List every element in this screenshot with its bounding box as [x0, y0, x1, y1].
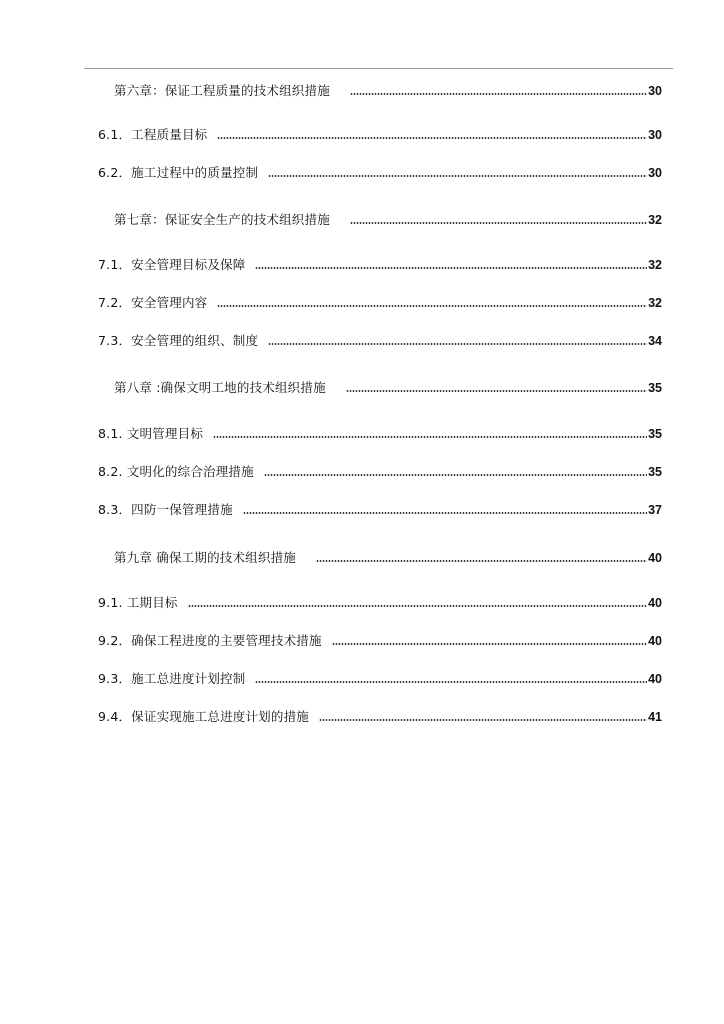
- toc-entry-7-1[interactable]: [98, 255, 662, 273]
- toc-entry-page: 34: [648, 334, 662, 348]
- toc-entry-7-2[interactable]: [98, 293, 662, 311]
- toc-entry-page: 32: [648, 296, 662, 310]
- dot-leader: [264, 473, 647, 477]
- dot-leader: [243, 511, 647, 515]
- dot-leader: [217, 304, 647, 308]
- toc-entry-page: 30: [648, 166, 662, 180]
- toc-entry-9-2[interactable]: [98, 631, 662, 649]
- dot-leader: [255, 266, 647, 270]
- toc-entry-title: 8.2. 文明化的综合治理措施: [98, 464, 254, 479]
- toc-entry-chapter-8[interactable]: [114, 378, 662, 396]
- toc-entry-title: 7.3．安全管理的组织、制度: [98, 333, 259, 348]
- toc-entry-page: 40: [648, 551, 662, 565]
- dot-leader: [217, 136, 647, 140]
- dot-leader: [255, 680, 647, 684]
- toc-entry-title: 6.1．工程质量目标: [98, 127, 208, 142]
- toc-entry-page: 30: [648, 84, 662, 98]
- toc-entry-page: 35: [648, 427, 662, 441]
- dot-leader: [213, 435, 647, 439]
- dot-leader: [350, 92, 647, 96]
- toc-entry-title: 7.1．安全管理目标及保障: [98, 257, 246, 272]
- dot-leader: [268, 342, 647, 346]
- toc-entry-6-1[interactable]: [98, 125, 662, 143]
- toc-entry-page: 32: [648, 258, 662, 272]
- toc-entry-6-2[interactable]: [98, 163, 662, 181]
- toc-entry-page: 32: [648, 213, 662, 227]
- toc-entry-title: 9.4．保证实现施工总进度计划的措施: [98, 709, 309, 724]
- toc-entry-page: 35: [648, 465, 662, 479]
- dot-leader: [346, 389, 647, 393]
- toc-entry-page: 40: [648, 672, 662, 686]
- toc-entry-page: 35: [648, 381, 662, 395]
- toc-entry-page: 37: [648, 503, 662, 517]
- toc-entry-chapter-9[interactable]: [114, 548, 662, 566]
- toc-entry-page: 30: [648, 128, 662, 142]
- toc-entry-title: 7.2．安全管理内容: [98, 295, 208, 310]
- dot-leader: [332, 642, 647, 646]
- toc-entry-title: 8.3．四防一保管理措施: [98, 502, 233, 517]
- toc-entry-chapter-7[interactable]: [114, 210, 662, 228]
- dot-leader: [350, 221, 647, 225]
- toc-entry-8-1[interactable]: [98, 424, 662, 442]
- dot-leader: [188, 604, 647, 608]
- toc-entry-title: 第九章 确保工期的技术组织措施: [114, 550, 296, 565]
- toc-entry-chapter-6[interactable]: [114, 81, 662, 99]
- toc-entry-page: 41: [648, 710, 662, 724]
- toc-entry-7-3[interactable]: [98, 331, 662, 349]
- toc-entry-9-1[interactable]: [98, 593, 662, 611]
- dot-leader: [316, 559, 647, 563]
- toc-entry-title: 9.3．施工总进度计划控制: [98, 671, 246, 686]
- toc-entry-9-3[interactable]: [98, 669, 662, 687]
- toc-entry-title: 第六章：保证工程质量的技术组织措施: [114, 83, 330, 98]
- toc-entry-title: 第八章 :确保文明工地的技术组织措施: [114, 380, 326, 395]
- toc-entry-page: 40: [648, 596, 662, 610]
- toc-entry-title: 6.2．施工过程中的质量控制: [98, 165, 259, 180]
- dot-leader: [319, 718, 647, 722]
- toc-entry-title: 9.1. 工期目标: [98, 595, 178, 610]
- toc-entry-8-3[interactable]: [98, 500, 662, 518]
- toc-entry-title: 第七章：保证安全生产的技术组织措施: [114, 212, 330, 227]
- toc-entry-page: 40: [648, 634, 662, 648]
- dot-leader: [268, 174, 647, 178]
- toc-entry-9-4[interactable]: [98, 707, 662, 725]
- toc-entry-title: 8.1. 文明管理目标: [98, 426, 204, 441]
- toc-entry-8-2[interactable]: [98, 462, 662, 480]
- toc-entry-title: 9.2．确保工程进度的主要管理技术措施: [98, 633, 322, 648]
